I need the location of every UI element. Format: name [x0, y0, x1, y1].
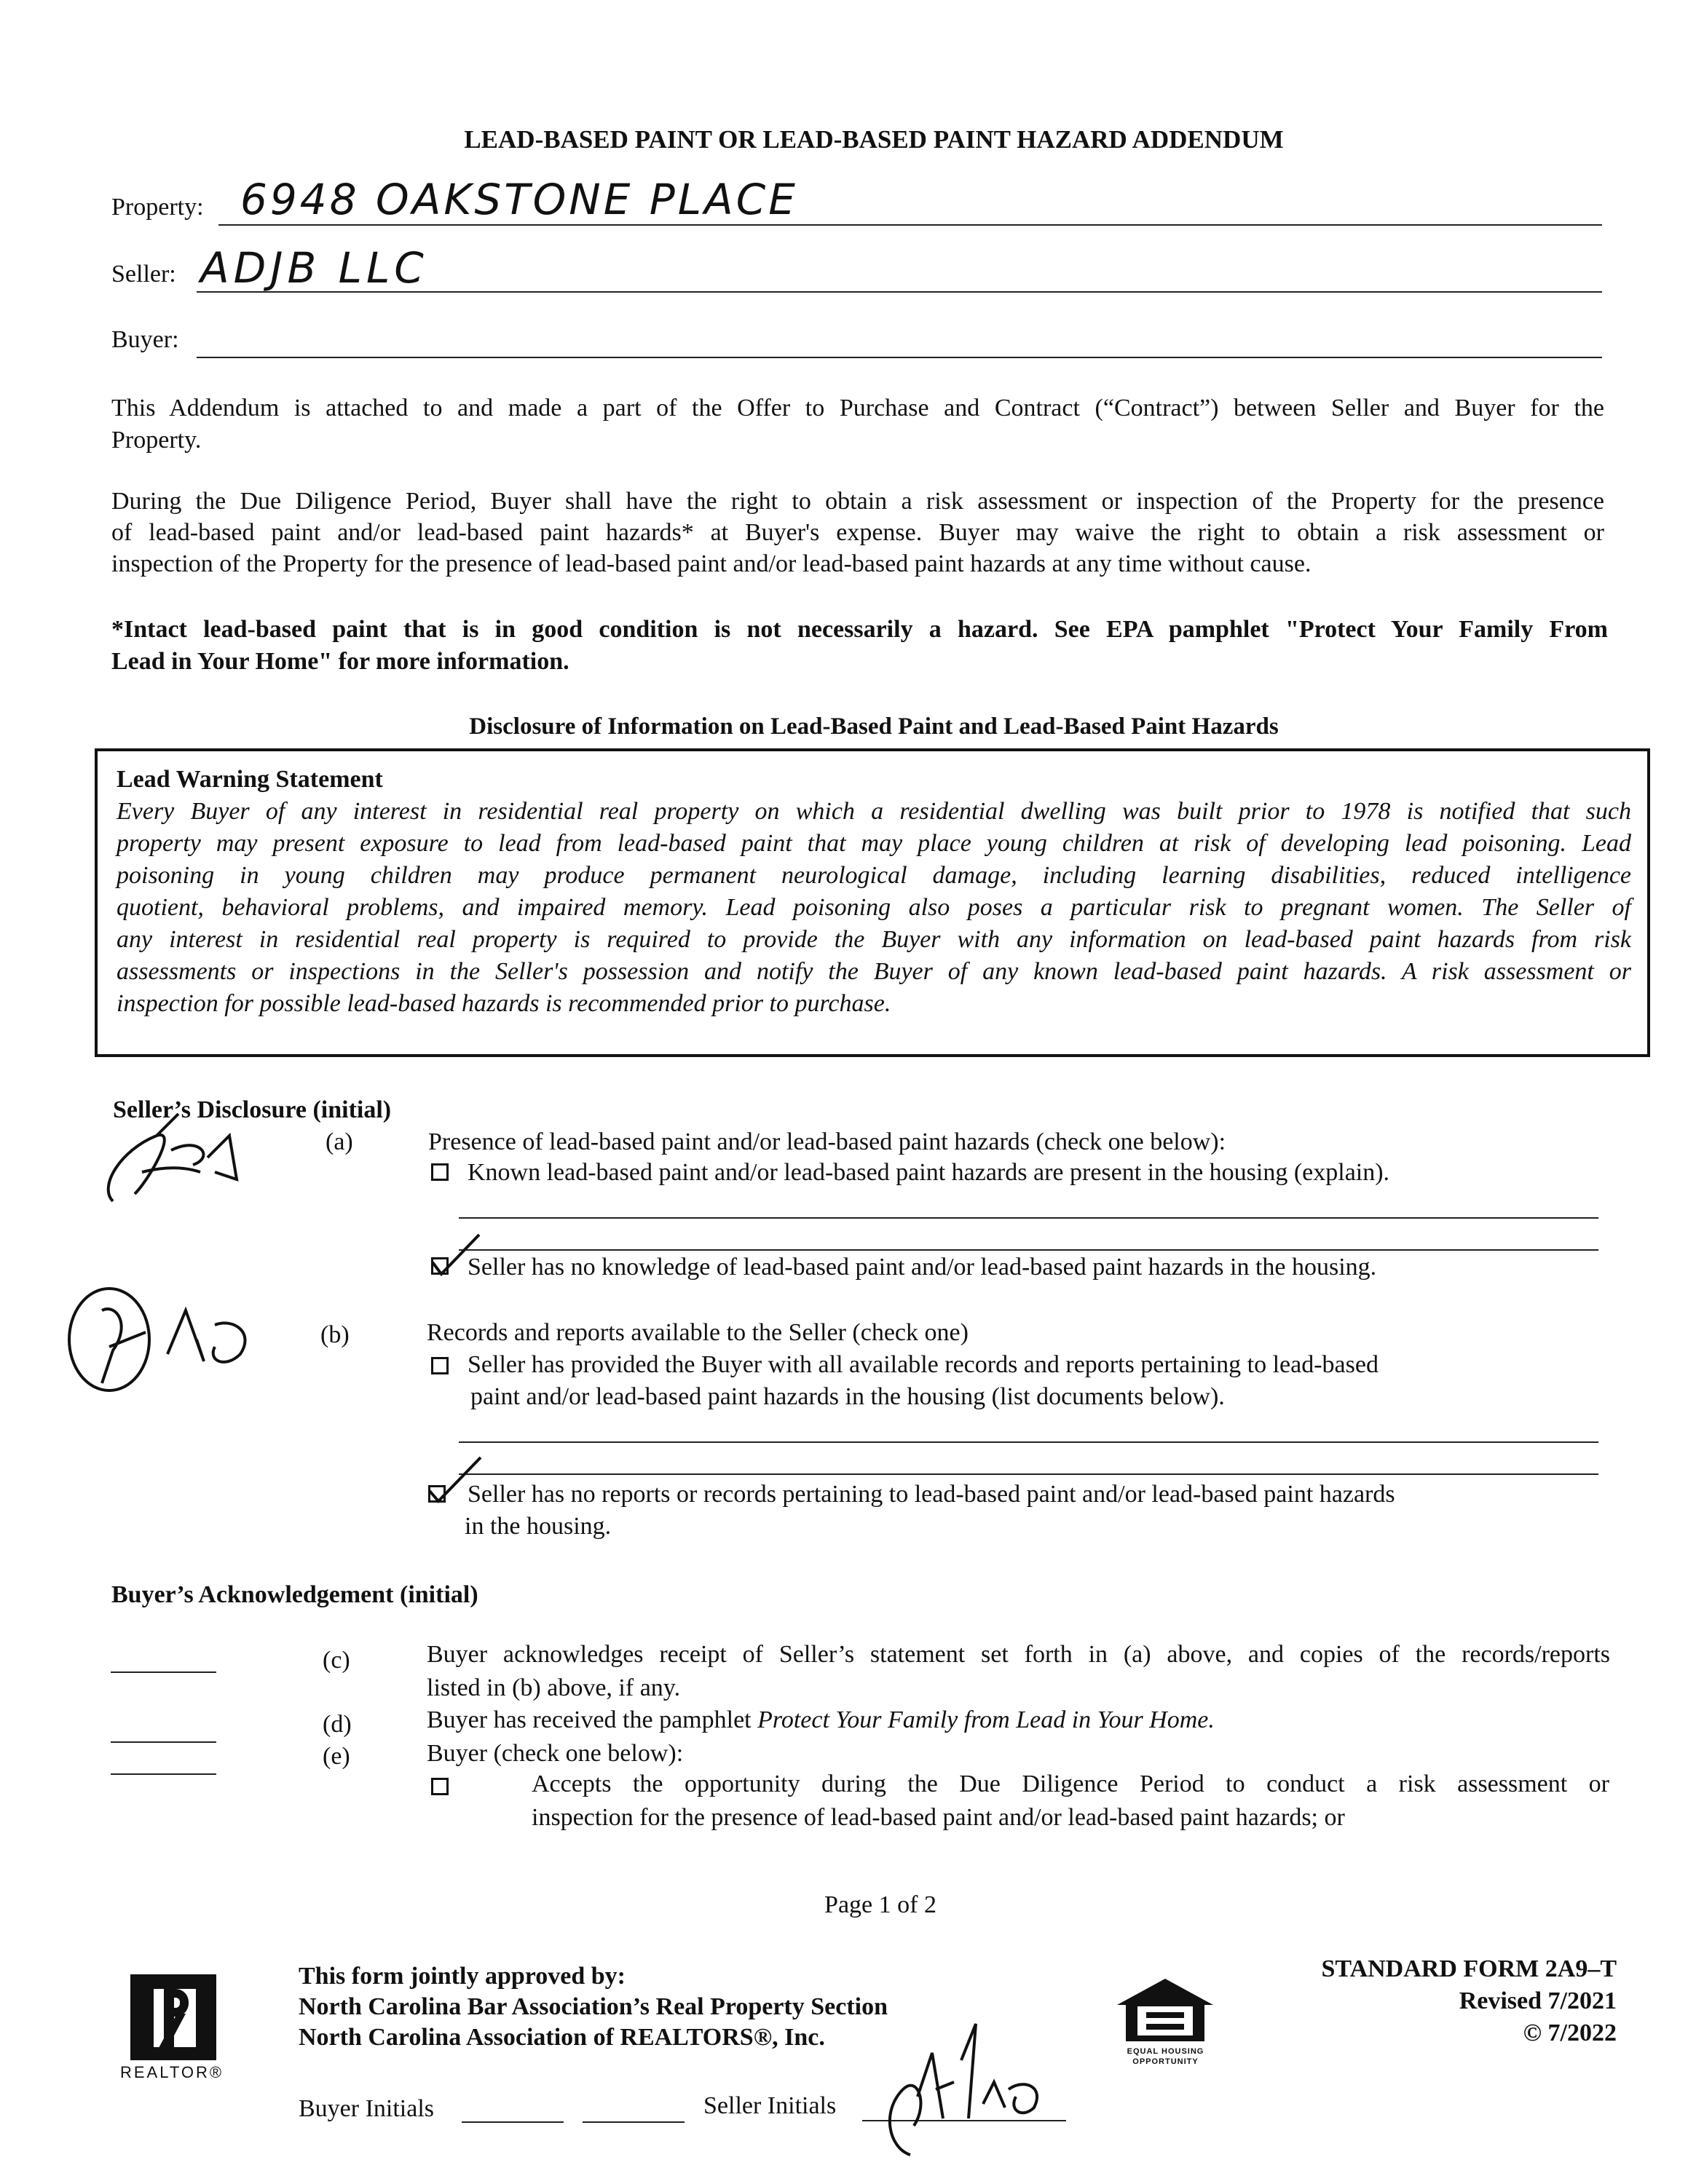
- checkbox-e-accepts[interactable]: [431, 1778, 449, 1795]
- seller-disclosure-b-opt2-line1: Seller has no reports or records pertaining to lead-based paint and/or lead-based paint hazards: [468, 1481, 1395, 1508]
- buyer-ack-e-opt1-line1: Accepts the opportunity during the Due Diligence Period to conduct a risk assessment or: [532, 1770, 1609, 1797]
- lead-warning-line-4: quotient, behavioral problems, and impaired memory. Lead poisoning also poses a particular risk to pregnant women. The Seller of: [117, 894, 1631, 921]
- b-documents-line-2: [459, 1473, 1598, 1475]
- buyer-ack-e-opt1-line2: inspection for the presence of lead-based paint and/or lead-based paint hazards; or: [532, 1804, 1345, 1831]
- lead-warning-line-7: inspection for possible lead-based hazards is recommended prior to purchase.: [117, 990, 891, 1017]
- lead-warning-title: Lead Warning Statement: [117, 766, 383, 793]
- intro-p2-line2: of lead-based paint and/or lead-based paint hazards* at Buyer's expense. Buyer may waive the right to obtain a risk assessment or: [111, 519, 1604, 546]
- lead-warning-line-5: any interest in residential real property is required to provide the Buyer with any information on lead-based paint hazards from risk: [117, 926, 1631, 953]
- seller-label: Seller:: [111, 261, 176, 288]
- page-number: Page 1 of 2: [824, 1891, 936, 1918]
- seller-initials-footer-signature[interactable]: [859, 2009, 1078, 2169]
- seller-initials-signature-a[interactable]: [69, 1107, 273, 1208]
- buyer-initials-c-line: [111, 1671, 216, 1673]
- buyer-line: [197, 357, 1602, 358]
- buyer-initials-footer-line-1: [462, 2121, 564, 2123]
- seller-disclosure-b-label: (b): [320, 1321, 350, 1348]
- buyer-label: Buyer:: [111, 326, 179, 353]
- buyer-ack-d-label: (d): [323, 1711, 352, 1738]
- buyer-ack-d-pamphlet: Protect Your Family from Lead in Your Home.: [757, 1706, 1215, 1733]
- seller-disclosure-b-text: Records and reports available to the Seller (check one): [427, 1319, 969, 1346]
- checkbox-b-provided[interactable]: [431, 1357, 449, 1374]
- seller-disclosure-a-opt2: Seller has no knowledge of lead-based paint and/or lead-based paint hazards in the housing.: [468, 1254, 1377, 1281]
- buyer-ack-heading: Buyer’s Acknowledgement (initial): [111, 1581, 478, 1608]
- buyer-initials-footer-line-2: [583, 2121, 685, 2123]
- form-name: STANDARD FORM 2A9–T: [1321, 1955, 1617, 1982]
- property-value[interactable]: 6948 OAKSTONE PLACE: [240, 175, 798, 224]
- realtor-logo-text: REALTOR®: [120, 2063, 224, 2081]
- buyer-ack-c-line1: Buyer acknowledges receipt of Seller’s statement set forth in (a) above, and copies of the records/reports: [427, 1641, 1610, 1668]
- intro-note-line1: *Intact lead-based paint that is in good condition is not necessarily a hazard. See EPA pamphlet "Protect Your Family From: [111, 616, 1608, 643]
- a-explain-line-2: [459, 1249, 1598, 1251]
- realtor-logo: [120, 1974, 226, 2084]
- buyer-initials-label: Buyer Initials: [299, 2095, 435, 2122]
- seller-initials-signature-b[interactable]: [58, 1281, 269, 1405]
- buyer-ack-c-line2: listed in (b) above, if any.: [427, 1674, 681, 1701]
- seller-disclosure-b-opt1-line1: Seller has provided the Buyer with all available records and reports pertaining to lead-based: [468, 1351, 1379, 1378]
- seller-initials-label: Seller Initials: [703, 2092, 837, 2119]
- intro-p1-line1: This Addendum is attached to and made a part of the Offer to Purchase and Contract (“Contract”) between Seller and Buyer for the: [111, 395, 1604, 422]
- approved-line-3: North Carolina Association of REALTORS®, Inc.: [299, 2024, 825, 2051]
- lead-warning-line-3: poisoning in young children may produce permanent neurological damage, including learning disabilities, reduced intelligence: [117, 862, 1631, 889]
- lead-warning-line-1: Every Buyer of any interest in residential real property on which a residential dwelling was built prior to 1978 is notified that such: [117, 798, 1631, 825]
- document-title: LEAD-BASED PAINT OR LEAD-BASED PAINT HAZARD ADDENDUM: [464, 125, 1284, 154]
- equal-housing-text-1: EQUAL HOUSING: [1127, 2047, 1204, 2056]
- intro-p2-line3: inspection of the Property for the presence of lead-based paint and/or lead-based paint hazards at any time without cause.: [111, 550, 1312, 577]
- intro-note-line2: Lead in Your Home" for more information.: [111, 648, 569, 675]
- intro-p2-line1: During the Due Diligence Period, Buyer shall have the right to obtain a risk assessment or inspection of the Property for the presence: [111, 488, 1604, 515]
- buyer-ack-d-text: [427, 1706, 1215, 1734]
- form-copyright: © 7/2022: [1523, 2019, 1617, 2046]
- approved-line-1: This form jointly approved by:: [299, 1963, 626, 1990]
- seller-disclosure-a-label: (a): [326, 1128, 353, 1155]
- a-explain-line-1: [459, 1217, 1598, 1219]
- intro-p1-line2: Property.: [111, 427, 202, 454]
- seller-disclosure-b-opt2-line2: in the housing.: [465, 1513, 612, 1540]
- seller-disclosure-b-opt1-line2: paint and/or lead-based paint hazards in the housing (list documents below).: [470, 1383, 1225, 1410]
- buyer-initials-e-line: [111, 1773, 216, 1775]
- seller-value[interactable]: ADJB LLC: [200, 243, 428, 293]
- lead-warning-line-2: property may present exposure to lead from lead-based paint that may place young children at risk of developing lead poisoning. Lead: [117, 830, 1631, 857]
- seller-disclosure-a-opt1: Known lead-based paint and/or lead-based paint hazards are present in the housing (explain).: [468, 1159, 1390, 1186]
- seller-disclosure-heading: Seller’s Disclosure (initial): [113, 1096, 392, 1123]
- disclosure-heading: Disclosure of Information on Lead-Based Paint and Lead-Based Paint Hazards: [469, 713, 1279, 740]
- seller-disclosure-a-text: Presence of lead-based paint and/or lead-based paint hazards (check one below):: [428, 1128, 1226, 1155]
- buyer-ack-e-label: (e): [323, 1743, 350, 1770]
- buyer-initials-d-line: [111, 1741, 216, 1743]
- checkbox-a-known[interactable]: [431, 1163, 449, 1181]
- approved-line-2: North Carolina Bar Association’s Real Property Section: [299, 1993, 888, 2020]
- buyer-ack-e-text: Buyer (check one below):: [427, 1740, 684, 1767]
- buyer-ack-c-label: (c): [323, 1647, 350, 1674]
- property-label: Property:: [111, 194, 204, 221]
- b-documents-line-1: [459, 1441, 1598, 1443]
- lead-warning-line-6: assessments or inspections in the Seller's possession and notify the Buyer of any known lead-based paint hazards. A risk assessment or: [117, 958, 1631, 985]
- form-revised: Revised 7/2021: [1459, 1987, 1617, 2014]
- buyer-ack-d-plain: Buyer has received the pamphlet: [427, 1706, 758, 1733]
- property-line: [218, 224, 1602, 226]
- equal-housing-text-2: OPPORTUNITY: [1132, 2057, 1199, 2066]
